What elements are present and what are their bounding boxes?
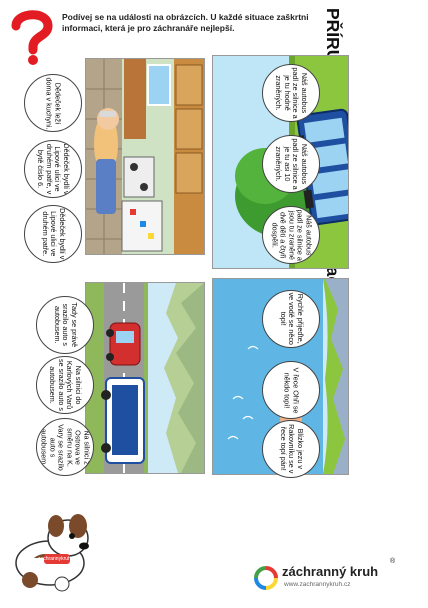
option-text: Náš autobus padl ze silnice a je tu hodně zraněných. xyxy=(274,67,309,119)
option-text: Dědeček bydlí v Lipové ulici ve druhém patře. xyxy=(40,208,67,260)
option-lake-2[interactable] xyxy=(262,361,320,419)
option-bus-2[interactable] xyxy=(262,135,320,193)
option-lake-1[interactable] xyxy=(262,290,320,348)
option-bus-3[interactable] xyxy=(262,206,320,264)
logo-name: záchranný kruh xyxy=(282,564,379,579)
option-lake-3[interactable] xyxy=(262,420,320,478)
crash-illustration xyxy=(86,283,204,473)
option-crash-1[interactable] xyxy=(36,296,94,354)
option-crash-3[interactable] xyxy=(36,418,94,476)
option-kitchen-1[interactable] xyxy=(24,74,82,132)
option-bus-1[interactable] xyxy=(262,64,320,122)
logo-ring-icon xyxy=(254,566,278,590)
instruction-text: Podívej se na události na obrázcích. U každé situace zaškrtni informaci, která je pro záchranáře nejlepší. xyxy=(62,12,309,33)
option-kitchen-3[interactable] xyxy=(24,205,82,263)
option-text: Blízko jezu v Rakovníku se v řece topí pán! xyxy=(278,424,305,474)
logo-registered: ® xyxy=(390,558,396,565)
option-text: Rychle přijeďte, ve vodě se něco topí! xyxy=(278,292,305,346)
mascot-dog xyxy=(4,508,96,596)
option-text: Dědeček leží doma v kuchyni. xyxy=(45,77,63,129)
option-kitchen-2[interactable] xyxy=(24,140,82,198)
mascot-tag: zachrannykruh.cz xyxy=(38,556,78,562)
option-text: V řece Ohři se někdo topí! xyxy=(283,367,301,413)
option-text: Náš autobus padl ze silnice a je tu asi 10 zraněných. xyxy=(274,138,309,190)
option-text: Na silnici z Ostrova ve směru na K. Vary se srazilo auto s autobusem. xyxy=(40,423,92,471)
scene-kitchen xyxy=(85,58,205,255)
option-text: Na silnici do Karlových Varů se srazilo auto s autobusem. xyxy=(48,359,83,411)
logo xyxy=(250,560,420,594)
kitchen-illustration xyxy=(86,59,204,254)
option-text: Dědeček bydlí v Lipové ulici ve druhém patře, v bytě číslo 6. xyxy=(36,143,71,195)
scene-crash xyxy=(85,282,205,474)
option-text: Náš autobus padl ze silnice a jsou tu zraněné dvě děti a čtyři dospělí. xyxy=(270,209,314,261)
question-mark-icon xyxy=(6,6,58,66)
option-text: Tady se právě srazilo auto s autobusem. xyxy=(52,302,79,348)
option-crash-2[interactable] xyxy=(36,356,94,414)
logo-url: www.zachrannykruh.cz xyxy=(284,581,351,588)
